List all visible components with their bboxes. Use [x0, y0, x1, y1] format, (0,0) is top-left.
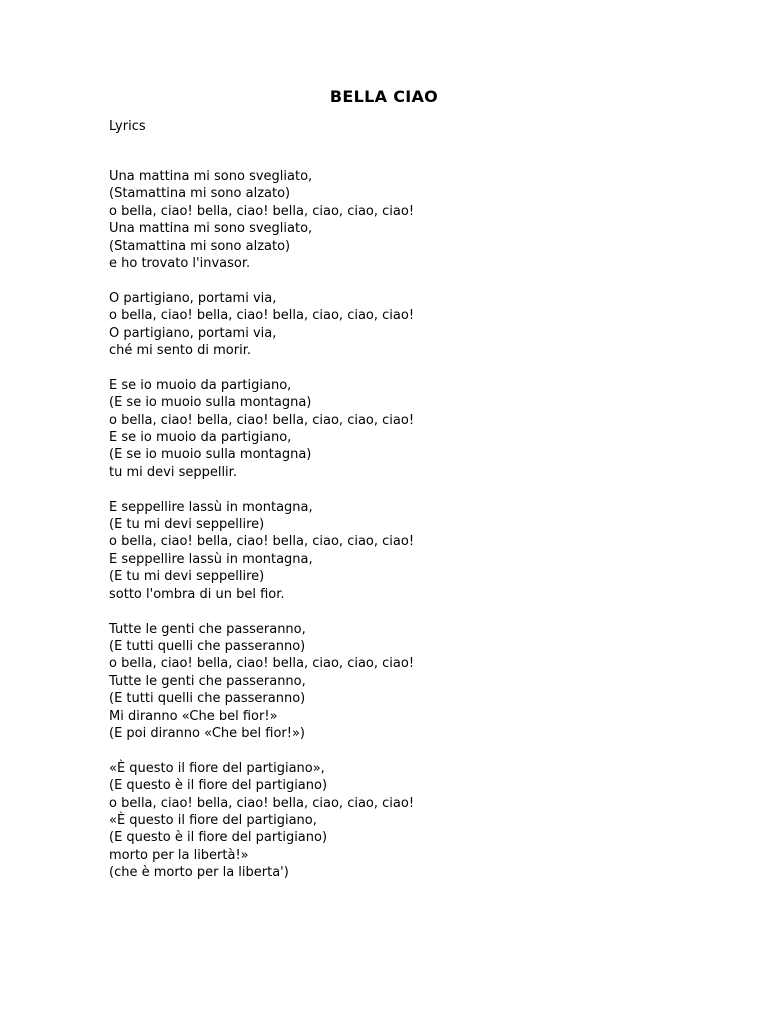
document-title: BELLA CIAO	[329, 87, 439, 106]
lyrics-line: Una mattina mi sono svegliato,	[109, 169, 313, 184]
lyrics-line: Tutte le genti che passeranno,	[109, 673, 306, 689]
lyrics-line: (E questo è il fiore del partigiano)	[109, 778, 328, 794]
lyrics-line: (che è morto per la liberta')	[109, 865, 289, 881]
lyrics-line: (E tutti quelli che passeranno)	[109, 638, 306, 654]
lyrics-line: o bella, ciao! bella, ciao! bella, ciao, ciao, ciao!	[109, 656, 415, 672]
lyrics-line: o bella, ciao! bella, ciao! bella, ciao, ciao, ciao!	[109, 203, 415, 219]
document-subtitle: Lyrics	[109, 119, 146, 134]
lyrics-stanza	[109, 499, 414, 603]
lyrics-stanza	[109, 290, 414, 360]
lyrics-body	[109, 168, 414, 899]
lyrics-line: o bella, ciao! bella, ciao! bella, ciao, ciao, ciao!	[109, 795, 415, 811]
lyrics-line: «È questo il fiore del partigiano,	[109, 812, 317, 828]
lyrics-line: «È questo il fiore del partigiano»,	[109, 760, 325, 776]
lyrics-line: (E questo è il fiore del partigiano)	[109, 830, 328, 846]
lyrics-line: (E tutti quelli che passeranno)	[109, 691, 306, 707]
lyrics-stanza	[109, 168, 414, 272]
lyrics-line: morto per la libertà!»	[109, 847, 249, 863]
lyrics-line: sotto l'ombra di un bel fior.	[109, 586, 285, 602]
lyrics-line: E seppellire lassù in montagna,	[109, 551, 313, 567]
lyrics-line: (E tu mi devi seppellire)	[109, 569, 265, 585]
lyrics-line: O partigiano, portami via,	[109, 290, 277, 306]
lyrics-line: o bella, ciao! bella, ciao! bella, ciao, ciao, ciao!	[109, 412, 415, 428]
lyrics-stanza	[109, 377, 414, 481]
lyrics-line: (Stamattina mi sono alzato)	[109, 186, 291, 202]
lyrics-line: (E se io muoio sulla montagna)	[109, 395, 312, 411]
lyrics-stanza	[109, 621, 414, 743]
lyrics-line: o bella, ciao! bella, ciao! bella, ciao, ciao, ciao!	[109, 534, 415, 550]
lyrics-line: Tutte le genti che passeranno,	[109, 621, 306, 637]
lyrics-line: Mi diranno «Che bel fior!»	[109, 708, 278, 724]
lyrics-line: E se io muoio da partigiano,	[109, 377, 292, 393]
lyrics-line: E se io muoio da partigiano,	[109, 430, 292, 446]
lyrics-line: O partigiano, portami via,	[109, 325, 277, 341]
lyrics-line: (E se io muoio sulla montagna)	[109, 447, 312, 463]
lyrics-line: (E tu mi devi seppellire)	[109, 517, 265, 533]
lyrics-line: (Stamattina mi sono alzato)	[109, 238, 291, 254]
lyrics-line: o bella, ciao! bella, ciao! bella, ciao, ciao, ciao!	[109, 308, 415, 324]
lyrics-line: (E poi diranno «Che bel fior!»)	[109, 725, 305, 741]
lyrics-line: E seppellire lassù in montagna,	[109, 499, 313, 515]
lyrics-stanza	[109, 760, 414, 882]
lyrics-line: tu mi devi seppellir.	[109, 464, 237, 480]
lyrics-line: e ho trovato l'invasor.	[109, 256, 251, 272]
lyrics-line: Una mattina mi sono svegliato,	[109, 221, 313, 237]
lyrics-line: ché mi sento di morir.	[109, 343, 251, 359]
